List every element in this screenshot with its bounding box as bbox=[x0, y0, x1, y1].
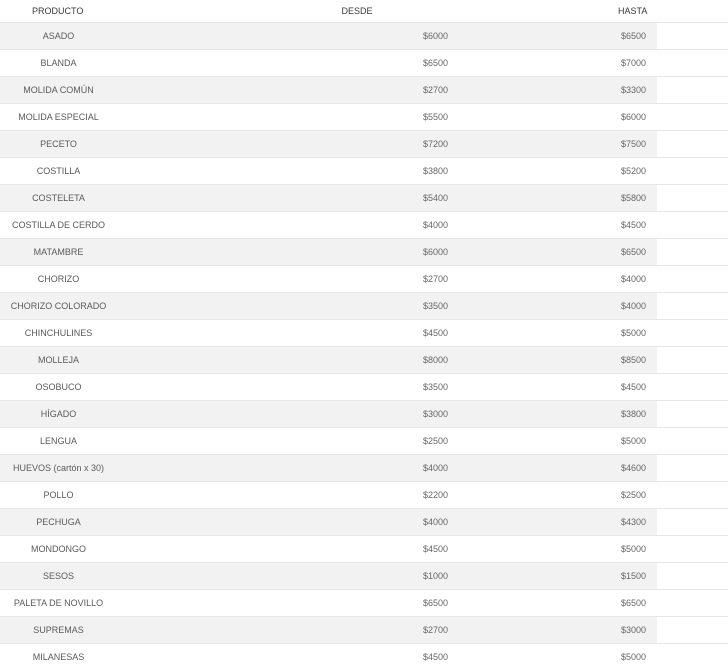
table-row bbox=[0, 347, 728, 374]
price-to: $5000 bbox=[621, 544, 646, 554]
row-spacer bbox=[657, 320, 728, 347]
row-spacer bbox=[657, 239, 728, 266]
price-from: $3500 bbox=[423, 382, 448, 392]
table-row bbox=[0, 617, 728, 644]
price-to: $4500 bbox=[621, 220, 646, 230]
product-name: HUEVOS (cartón x 30) bbox=[13, 463, 104, 473]
price-from: $2700 bbox=[423, 274, 448, 284]
price-to: $4000 bbox=[621, 274, 646, 284]
table-row bbox=[0, 77, 728, 104]
product-name: POLLO bbox=[43, 490, 73, 500]
table-row bbox=[0, 131, 728, 158]
product-name: PECETO bbox=[40, 139, 77, 149]
table-row bbox=[0, 428, 728, 455]
product-name: MOLIDA COMÚN bbox=[23, 85, 94, 95]
price-from: $6500 bbox=[423, 598, 448, 608]
product-name: SESOS bbox=[43, 571, 74, 581]
row-spacer bbox=[657, 104, 728, 131]
product-name: MOLIDA ESPECIAL bbox=[18, 112, 99, 122]
price-to: $2500 bbox=[621, 490, 646, 500]
product-name: CHORIZO COLORADO bbox=[11, 301, 107, 311]
row-spacer bbox=[657, 374, 728, 401]
price-from: $4000 bbox=[423, 220, 448, 230]
row-spacer bbox=[657, 266, 728, 293]
price-to: $4600 bbox=[621, 463, 646, 473]
price-to: $7000 bbox=[621, 58, 646, 68]
row-spacer bbox=[657, 158, 728, 185]
row-spacer bbox=[657, 590, 728, 617]
price-from: $4500 bbox=[423, 328, 448, 338]
row-spacer bbox=[657, 212, 728, 239]
row-spacer bbox=[657, 293, 728, 320]
product-name: CHORIZO bbox=[38, 274, 80, 284]
row-spacer bbox=[657, 131, 728, 158]
table-row bbox=[0, 23, 728, 50]
price-from: $6000 bbox=[423, 247, 448, 257]
price-from: $5400 bbox=[423, 193, 448, 203]
price-from: $4500 bbox=[423, 544, 448, 554]
price-to: $1500 bbox=[621, 571, 646, 581]
price-from: $5500 bbox=[423, 112, 448, 122]
product-name: COSTILLA bbox=[37, 166, 81, 176]
price-from: $3800 bbox=[423, 166, 448, 176]
column-header-to: HASTA bbox=[657, 0, 728, 23]
row-spacer bbox=[657, 401, 728, 428]
product-name: ASADO bbox=[43, 31, 75, 41]
price-to: $6500 bbox=[621, 31, 646, 41]
row-spacer bbox=[657, 509, 728, 536]
price-from: $2700 bbox=[423, 85, 448, 95]
row-spacer bbox=[657, 563, 728, 590]
table-row bbox=[0, 374, 728, 401]
price-from: $1000 bbox=[423, 571, 448, 581]
product-name: MILANESAS bbox=[33, 652, 85, 662]
table-header bbox=[0, 0, 728, 23]
price-to: $8500 bbox=[621, 355, 646, 365]
price-to: $4000 bbox=[621, 301, 646, 311]
table-row bbox=[0, 104, 728, 131]
price-to: $3800 bbox=[621, 409, 646, 419]
row-spacer bbox=[657, 644, 728, 670]
product-name: CHINCHULINES bbox=[25, 328, 93, 338]
price-to: $3000 bbox=[621, 625, 646, 635]
price-from: $2200 bbox=[423, 490, 448, 500]
table-row bbox=[0, 158, 728, 185]
product-name: OSOBUCO bbox=[35, 382, 81, 392]
product-name: LENGUA bbox=[40, 436, 77, 446]
row-spacer bbox=[657, 185, 728, 212]
product-name: COSTELETA bbox=[32, 193, 85, 203]
row-spacer bbox=[657, 50, 728, 77]
row-spacer bbox=[657, 482, 728, 509]
price-to: $5200 bbox=[621, 166, 646, 176]
table-row bbox=[0, 212, 728, 239]
table-row bbox=[0, 536, 728, 563]
price-from: $6500 bbox=[423, 58, 448, 68]
row-spacer bbox=[657, 617, 728, 644]
price-to: $5000 bbox=[621, 328, 646, 338]
row-spacer bbox=[657, 77, 728, 104]
table-row bbox=[0, 293, 728, 320]
product-name: PALETA DE NOVILLO bbox=[14, 598, 103, 608]
row-spacer bbox=[657, 23, 728, 50]
table-row bbox=[0, 50, 728, 77]
product-name: HÍGADO bbox=[41, 409, 77, 419]
price-to: $5800 bbox=[621, 193, 646, 203]
price-from: $2500 bbox=[423, 436, 448, 446]
table-row bbox=[0, 185, 728, 212]
table-row bbox=[0, 590, 728, 617]
row-spacer bbox=[657, 455, 728, 482]
table-row bbox=[0, 266, 728, 293]
column-header-product: PRODUCTO bbox=[0, 0, 117, 23]
product-name: COSTILLA DE CERDO bbox=[12, 220, 105, 230]
row-spacer bbox=[657, 347, 728, 374]
product-name: SUPREMAS bbox=[33, 625, 84, 635]
price-to: $7500 bbox=[621, 139, 646, 149]
price-from: $3500 bbox=[423, 301, 448, 311]
row-spacer bbox=[657, 536, 728, 563]
table-row bbox=[0, 239, 728, 266]
column-header-from: DESDE bbox=[117, 0, 657, 23]
price-to: $5000 bbox=[621, 652, 646, 662]
price-to: $5000 bbox=[621, 436, 646, 446]
price-to: $4300 bbox=[621, 517, 646, 527]
product-name: MONDONGO bbox=[31, 544, 86, 554]
price-from: $4000 bbox=[423, 463, 448, 473]
price-from: $4000 bbox=[423, 517, 448, 527]
table-row bbox=[0, 482, 728, 509]
price-from: $6000 bbox=[423, 31, 448, 41]
product-name: PECHUGA bbox=[36, 517, 81, 527]
price-to: $6000 bbox=[621, 112, 646, 122]
product-name: BLANDA bbox=[40, 58, 76, 68]
price-from: $4500 bbox=[423, 652, 448, 662]
price-to: $4500 bbox=[621, 382, 646, 392]
table-body bbox=[0, 23, 728, 670]
table-row bbox=[0, 455, 728, 482]
price-to: $3300 bbox=[621, 85, 646, 95]
row-spacer bbox=[657, 428, 728, 455]
price-to: $6500 bbox=[621, 247, 646, 257]
product-name: MOLLEJA bbox=[38, 355, 79, 365]
table-row bbox=[0, 563, 728, 590]
table-row bbox=[0, 644, 728, 670]
price-from: $2700 bbox=[423, 625, 448, 635]
table-row bbox=[0, 509, 728, 536]
product-name: MATAMBRE bbox=[34, 247, 84, 257]
price-from: $3000 bbox=[423, 409, 448, 419]
table-row bbox=[0, 401, 728, 428]
table-row bbox=[0, 320, 728, 347]
price-to: $6500 bbox=[621, 598, 646, 608]
price-from: $8000 bbox=[423, 355, 448, 365]
price-from: $7200 bbox=[423, 139, 448, 149]
